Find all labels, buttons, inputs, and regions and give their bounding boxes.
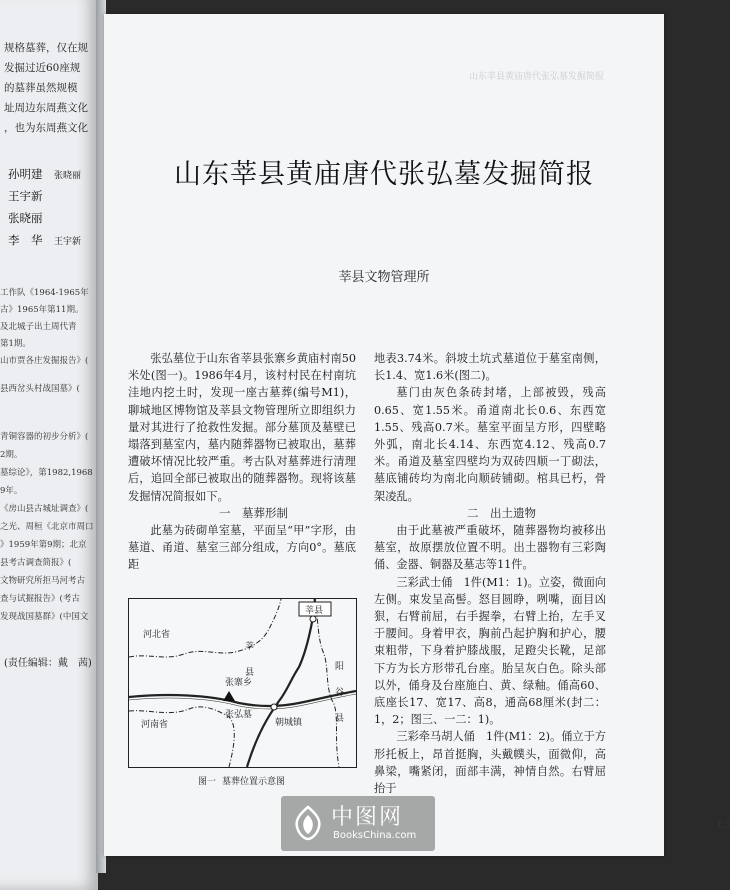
author-name: 张晓丽 [8,211,43,225]
section-heading: 二 出土遗物 [467,505,536,520]
county-border [314,599,339,767]
reference-line: 县考古调查简报》( [0,558,72,568]
reference-line: 工作队《1964-1965年 [0,288,89,298]
tomb-marker-icon [223,691,235,701]
map-label: 县 [245,668,255,678]
map-label: 张寨乡 [225,678,253,688]
facing-text-line: 址周边东周燕文化 [4,102,88,114]
running-head: 山东莘县黄庙唐代张弘墓发掘简报 [469,72,605,82]
reference-line: 古》1965年第11期。 [0,305,84,315]
map-label: 阳 [335,662,345,672]
reference-line: 2期。 [0,450,23,460]
watermark-logo-icon [291,805,325,841]
road [129,691,356,706]
facing-page [0,0,98,890]
map-label: 张弘墓 [225,710,253,720]
author-name: 李 华 王宇新 [8,233,82,247]
province-border [129,707,234,767]
paragraph: 三彩牵马胡人俑 1件(M1：2)。俑立于方形托板上，昂首挺胸，头戴幞头，面微仰，高鼻梁，嘴紧闭，面部丰满，神情自然。右臂屈抬于 [374,730,606,796]
reference-line: 发现战国墓群》(中国文 [0,612,89,622]
reference-line: 《房山县古城址调查》( [0,504,89,514]
reference-line: 9年。 [0,486,23,496]
facing-text-line: ，也为东周燕文化 [4,122,88,134]
town-marker-icon [271,704,277,710]
figure-number: 图一 [197,777,216,787]
section-heading: 一 墓葬形制 [219,505,288,520]
map-label: 莘 [245,642,255,652]
map-label: 谷 [335,688,345,698]
map-label: 朝城镇 [275,718,303,728]
map-label: 县 [335,714,345,724]
reference-line: 县西岔头村战国墓》( [0,384,80,394]
article-author: 莘县文物管理所 [338,270,430,285]
editor-note: (责任编辑：戴 茜) [4,658,92,669]
article-title: 山东莘县黄庙唐代张弘墓发掘简报 [174,159,594,190]
author-name: 王宇新 [8,189,43,203]
map-label: 河北省 [143,630,171,640]
watermark-text: 中图网 [331,805,404,830]
facing-text-line: 规格墓葬，仅在规 [4,42,88,54]
figure-caption [128,774,355,787]
paragraph: 三彩武士俑 1件(M1：1)。立姿，微面向左侧。束发呈高髻。怒目圆睁，咧嘴，面目凶狠，右臂前屈，右手握拳，右臂上抬，左手叉于腰间。身着甲衣，胸前凸起护胸和护心，腰束粗带，下身着护膝战服，足蹬尖长靴，足部下方为长方形带孔台座。胎呈灰白色。除头部以外，俑身及台座施白、黄、绿釉。俑高60、底座长17、宽17、高8，通高68厘米(封二：1，2；图三、一二：1)。 [374,575,606,727]
figure-title: 墓葬位置示意图 [222,777,286,787]
reference-line: 文物研究所拒马河考古 [0,576,86,586]
author-name: 孙明建 张晓丽 [8,167,82,181]
reference-line: 山市贾各庄发掘报告》( [0,356,89,366]
location-map [128,598,357,768]
reference-line: 第1期。 [0,339,31,349]
page-number: 13 [716,818,730,831]
reference-line: 之光、周桓《北京市周口 [0,522,94,532]
reference-line: 及北城子出土周代青 [0,322,77,332]
watermark-url: BooksChina.com [333,830,417,841]
facing-text-line: 的墓葬虽然规模 [4,82,78,94]
paragraph: 此墓为砖砌单室墓，平面呈“甲”字形，由墓道、甬道、墓室三部分组成，方向0°。墓底距 [128,524,356,572]
map-label: 河南省 [141,720,169,730]
paragraph: 由于此墓被严重破坏，随葬器物均被移出墓室，故原摆放位置不明。出土器物有三彩陶俑、金器、铜器及墓志等11件。 [374,524,606,572]
reference-line: 青铜容器的初步分析》( [0,432,89,442]
paragraph: 地表3.74米。斜坡土坑式墓道位于墓室南侧，长1.4、宽1.6米(图二)。 [374,352,606,383]
facing-text-line: 发掘过近60座规 [4,62,81,74]
reference-line: 查与试掘报告》(考古 [0,594,80,604]
paragraph: 墓门由灰色条砖封堵，上部被毁，残高0.65、宽1.55米。甬道南北长0.6、东西宽1.55、残高0.7米。墓室平面呈方形，四壁略外弧，南北长4.14、东西宽4.12、残高0.7米。甬道及墓室四壁均为双砖四顺一丁砌法，墓底铺砖均为南北向顺砖铺砌。棺具已朽，骨架凌乱。 [374,386,606,503]
map-label: 莘县 [305,606,324,616]
county-seat-icon [310,616,316,622]
paragraph: 张弘墓位于山东省莘县张寨乡黄庙村南50米处(图一)。1986年4月，该村村民在村南坑洼地内挖土时，发现一座古墓葬(编号M1)，聊城地区博物馆及莘县文物管理所立即组织力量对其进行了抢救性发掘。部分墓顶及墓壁已塌落到墓室内，墓内随葬器物已被取出，墓葬遭破坏情况比较严重。考古队对墓葬进行清理后，追回全部已被取出的随葬器物。现将该墓发掘情况简报如下。 [128,352,356,503]
left-column [128,350,356,574]
reference-line: 》1959年第9期；北京 [0,540,87,550]
right-column [374,350,606,797]
watermark [281,796,435,851]
highway [247,599,315,767]
reference-line: 墓综论》，第1982,1968 [0,468,93,478]
